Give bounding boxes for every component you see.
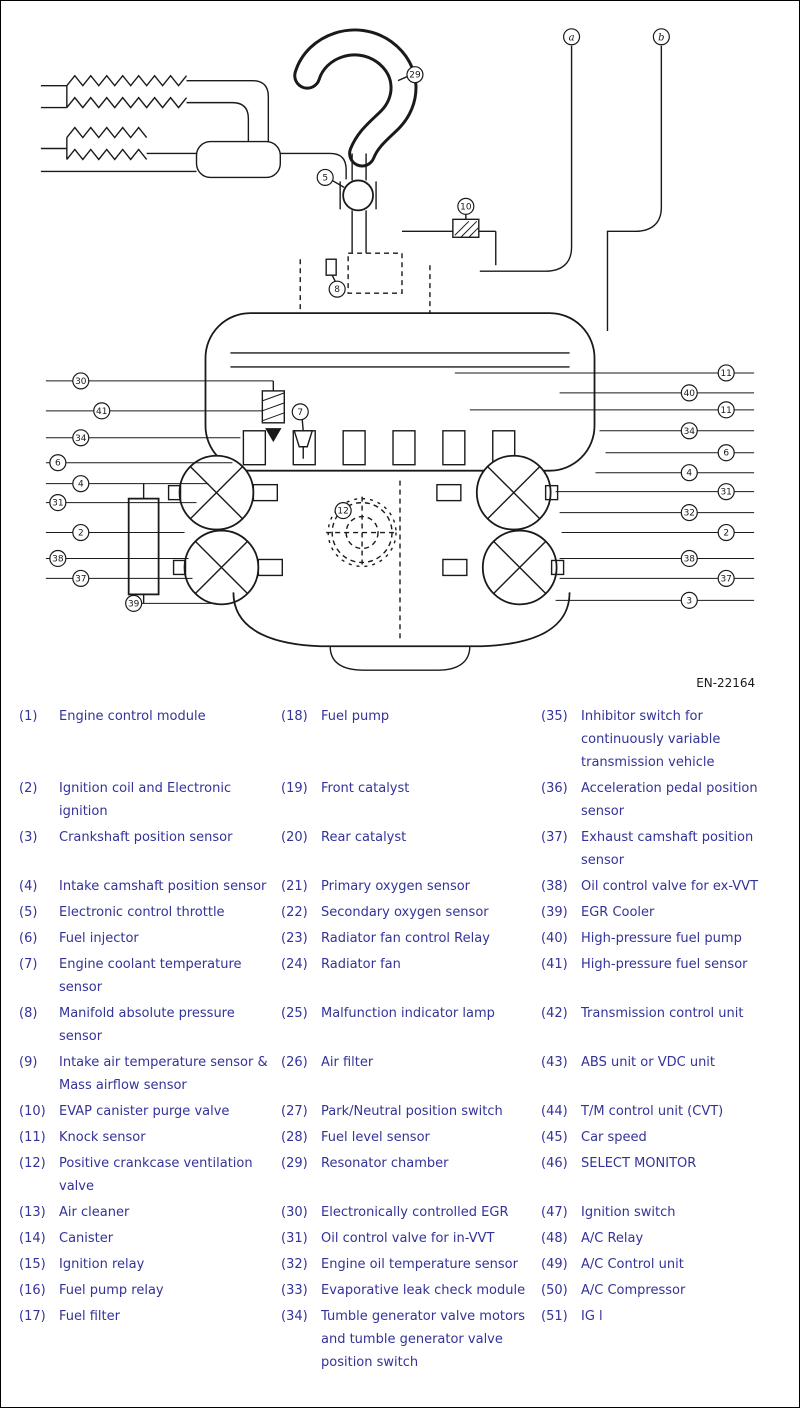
callout-number: 8 [334, 285, 341, 296]
legend-item-number: (3) [19, 830, 38, 845]
legend-item [281, 901, 541, 924]
legend-item-label: Ignition switch [581, 1205, 676, 1220]
legend-item-number: (7) [19, 957, 38, 972]
legend-item-number: (8) [19, 1006, 38, 1021]
legend-item-label: Park/Neutral position switch [321, 1104, 503, 1119]
legend-item-number: (35) [541, 709, 568, 724]
legend-item [19, 1253, 281, 1276]
lead-b [607, 46, 661, 331]
legend-item-number: (25) [281, 1006, 308, 1021]
egr-cooler [129, 499, 159, 595]
legend-item-number: (38) [541, 879, 568, 894]
legend-item [541, 1279, 793, 1302]
legend-item-label: Ignition relay [59, 1257, 145, 1272]
legend-item-number: (20) [281, 830, 308, 845]
legend-item-number: (11) [19, 1130, 46, 1145]
callout-number: 10 [460, 202, 472, 213]
legend-item-label: Fuel level sensor [321, 1130, 430, 1145]
callout-number: 38 [52, 554, 64, 565]
legend-item-number: (1) [19, 709, 38, 724]
legend-item-label: Front catalyst [321, 781, 410, 796]
legend-item-number: (50) [541, 1283, 568, 1298]
legend-item-label: IG l [581, 1309, 603, 1324]
callout-number: 37 [75, 574, 87, 585]
legend-item [19, 927, 281, 950]
map-sensor [326, 259, 336, 275]
legend-item [19, 1002, 281, 1048]
legend-item-number: (40) [541, 931, 568, 946]
coolant-temp-sensor [294, 431, 312, 447]
legend-item [19, 1051, 281, 1097]
legend-item-number: (36) [541, 781, 568, 796]
legend-item-number: (48) [541, 1231, 568, 1246]
callout-number: 37 [720, 574, 732, 585]
legend-item-label: Car speed [581, 1130, 647, 1145]
legend-item-number: (4) [19, 879, 38, 894]
callout-number: 38 [683, 554, 695, 565]
callout-number: 31 [720, 487, 732, 498]
legend-item-number: (24) [281, 957, 308, 972]
legend-item-number: (45) [541, 1130, 568, 1145]
legend-item [19, 953, 281, 999]
legend-item-label: Oil control valve for ex-VVT [581, 879, 759, 894]
legend-item-label: Malfunction indicator lamp [321, 1006, 495, 1021]
legend-item-number: (16) [19, 1283, 46, 1298]
engine-schematic [1, 1, 799, 696]
legend-item-label: High-pressure fuel pump [581, 931, 742, 946]
evap-purge-valve [453, 219, 479, 237]
legend-item [281, 1279, 541, 1302]
legend-item [541, 1152, 793, 1198]
legend-item-number: (39) [541, 905, 568, 920]
legend-item-number: (51) [541, 1309, 568, 1324]
legend-item-label: Crankshaft position sensor [59, 830, 233, 845]
legend-item [281, 777, 541, 823]
corrugated-hose [67, 76, 187, 86]
legend-item-label: Air cleaner [59, 1205, 130, 1220]
callout-number: 41 [96, 406, 108, 417]
legend-item [19, 875, 281, 898]
terminal-letter: a [568, 32, 575, 44]
legend-item-number: (12) [19, 1156, 46, 1171]
legend [1, 696, 799, 1374]
callout-number: 34 [683, 426, 695, 437]
legend-item-label: T/M control unit (CVT) [581, 1104, 724, 1119]
legend-item-number: (46) [541, 1156, 568, 1171]
legend-item [541, 1126, 793, 1149]
legend-item-number: (19) [281, 781, 308, 796]
legend-item-label: A/C Control unit [581, 1257, 684, 1272]
legend-item-label: Oil control valve for in-VVT [321, 1231, 495, 1246]
callout-number: 2 [77, 528, 84, 539]
legend-item [541, 875, 793, 898]
legend-item-label: Positive crankcase ventilation valve [59, 1156, 253, 1194]
callout-number: 32 [683, 508, 695, 519]
legend-item-number: (42) [541, 1006, 568, 1021]
legend-item [19, 1227, 281, 1250]
legend-item [541, 1002, 793, 1048]
legend-item [19, 1201, 281, 1224]
corrugated-hose [67, 128, 147, 138]
legend-item [541, 1253, 793, 1276]
legend-item [19, 1279, 281, 1302]
legend-item-number: (31) [281, 1231, 308, 1246]
legend-item-label: Fuel filter [59, 1309, 120, 1324]
callout-number: 4 [77, 479, 84, 490]
legend-item [19, 1152, 281, 1198]
callout-number: 12 [337, 506, 349, 517]
legend-item-label: A/C Relay [581, 1231, 644, 1246]
legend-item-number: (14) [19, 1231, 46, 1246]
legend-item-label: Tumble generator valve motors and tumble generator valve position switch [321, 1309, 526, 1370]
callout-number: 11 [720, 405, 732, 416]
legend-item-number: (43) [541, 1055, 568, 1070]
legend-item-label: Canister [59, 1231, 114, 1246]
callout-number: 3 [686, 596, 693, 607]
legend-item [281, 1100, 541, 1123]
legend-item-number: (23) [281, 931, 308, 946]
terminal-markers [564, 29, 670, 45]
legend-item-label: Resonator chamber [321, 1156, 449, 1171]
callout-number: 6 [723, 448, 730, 459]
legend-item-label: Ignition coil and Electronic ignition [59, 781, 232, 819]
callout-number: 2 [723, 528, 730, 539]
legend-item-number: (28) [281, 1130, 308, 1145]
legend-item-label: Evaporative leak check module [321, 1283, 526, 1298]
callout-number: 39 [127, 599, 140, 610]
legend-item-label: Fuel pump relay [59, 1283, 164, 1298]
callout-number: 4 [686, 468, 693, 479]
terminal-letter: b [658, 32, 665, 44]
legend-item [281, 1152, 541, 1198]
legend-item-label: Fuel pump [321, 709, 390, 724]
legend-item [19, 901, 281, 924]
legend-item-number: (47) [541, 1205, 568, 1220]
legend-item-label: EVAP canister purge valve [59, 1104, 230, 1119]
legend-item [281, 705, 541, 774]
legend-item [541, 927, 793, 950]
legend-item-label: Inhibitor switch for continuously variable transmission vehicle [581, 709, 721, 770]
legend-item-label: Rear catalyst [321, 830, 407, 845]
legend-item-number: (22) [281, 905, 308, 920]
legend-item-label: Electronically controlled EGR [321, 1205, 509, 1220]
engine-line-art [41, 42, 661, 670]
legend-item-label: High-pressure fuel sensor [581, 957, 748, 972]
legend-item [281, 1305, 541, 1374]
legend-item [541, 777, 793, 823]
legend-item-label: Engine oil temperature sensor [321, 1257, 518, 1272]
legend-item [281, 1201, 541, 1224]
legend-item-label: Radiator fan [321, 957, 401, 972]
legend-item [19, 826, 281, 872]
callout-number: 11 [720, 368, 732, 379]
legend-item [541, 901, 793, 924]
legend-item-label: A/C Compressor [581, 1283, 686, 1298]
figure-id-label: EN-22164 [696, 676, 756, 691]
legend-item-number: (2) [19, 781, 38, 796]
legend-item-number: (18) [281, 709, 308, 724]
legend-item-number: (30) [281, 1205, 308, 1220]
legend-item-number: (15) [19, 1257, 46, 1272]
legend-item [281, 953, 541, 999]
legend-item-label: Exhaust camshaft position sensor [581, 830, 754, 868]
legend-item-number: (26) [281, 1055, 308, 1070]
legend-item [541, 1305, 793, 1374]
legend-item-number: (27) [281, 1104, 308, 1119]
legend-item-label: Radiator fan control Relay [321, 931, 490, 946]
legend-item [281, 1051, 541, 1097]
legend-item-number: (9) [19, 1055, 38, 1070]
legend-item [541, 826, 793, 872]
cylinder-right-top [437, 456, 558, 530]
legend-item [19, 1126, 281, 1149]
legend-item [541, 705, 793, 774]
callout-number: 6 [54, 458, 61, 469]
legend-item [541, 953, 793, 999]
legend-item [19, 1100, 281, 1123]
callout-number: 31 [52, 498, 64, 509]
callout-number: 40 [683, 388, 695, 399]
legend-item-label: Primary oxygen sensor [321, 879, 471, 894]
legend-item-number: (37) [541, 830, 568, 845]
legend-item [281, 1227, 541, 1250]
legend-item-label: Transmission control unit [581, 1006, 744, 1021]
legend-item [541, 1100, 793, 1123]
legend-item-number: (32) [281, 1257, 308, 1272]
callout-number: 29 [409, 70, 421, 81]
legend-item-label: ABS unit or VDC unit [581, 1055, 716, 1070]
legend-item-number: (21) [281, 879, 308, 894]
callout-number: 34 [75, 433, 87, 444]
legend-item [281, 1002, 541, 1048]
legend-item-label: Engine control module [59, 709, 206, 724]
cylinder-left-top [169, 456, 278, 530]
legend-item [19, 705, 281, 774]
legend-item [281, 927, 541, 950]
legend-item-label: Acceleration pedal position sensor [581, 781, 758, 819]
legend-item-label: Intake camshaft position sensor [59, 879, 267, 894]
legend-item [281, 875, 541, 898]
legend-item [541, 1227, 793, 1250]
legend-item-label: Fuel injector [59, 931, 139, 946]
oil-pan [330, 646, 470, 670]
legend-item-label: SELECT MONITOR [581, 1156, 697, 1171]
legend-item-number: (44) [541, 1104, 568, 1119]
legend-item-number: (13) [19, 1205, 46, 1220]
legend-item-label: Manifold absolute pressure sensor [59, 1006, 235, 1044]
throttle-body [343, 180, 373, 210]
legend-item-label: Engine coolant temperature sensor [59, 957, 242, 995]
cylinder-right-bottom [443, 531, 564, 605]
legend-item-number: (6) [19, 931, 38, 946]
legend-item-label: Intake air temperature sensor & Mass airflow sensor [59, 1055, 268, 1093]
legend-item [541, 1201, 793, 1224]
legend-item-number: (33) [281, 1283, 308, 1298]
legend-item-label: EGR Cooler [581, 905, 655, 920]
legend-item-label: Air filter [321, 1055, 374, 1070]
legend-item [281, 1126, 541, 1149]
legend-item [541, 1051, 793, 1097]
legend-item-label: Secondary oxygen sensor [321, 905, 489, 920]
cylinder-left-bottom [174, 531, 283, 605]
legend-item [281, 1253, 541, 1276]
callout-number: 5 [322, 173, 329, 184]
legend-item [19, 777, 281, 823]
legend-item [281, 826, 541, 872]
legend-item-number: (29) [281, 1156, 308, 1171]
legend-item-number: (41) [541, 957, 568, 972]
legend-item-number: (34) [281, 1309, 308, 1324]
legend-item-number: (49) [541, 1257, 568, 1272]
callout-number: 30 [75, 376, 87, 387]
legend-item-number: (5) [19, 905, 38, 920]
lead-a [480, 46, 572, 271]
legend-item-label: Knock sensor [59, 1130, 146, 1145]
callout-number: 7 [297, 407, 304, 418]
legend-item-label: Electronic control throttle [59, 905, 225, 920]
legend-item-number: (10) [19, 1104, 46, 1119]
legend-item-number: (17) [19, 1309, 46, 1324]
legend-item [19, 1305, 281, 1374]
